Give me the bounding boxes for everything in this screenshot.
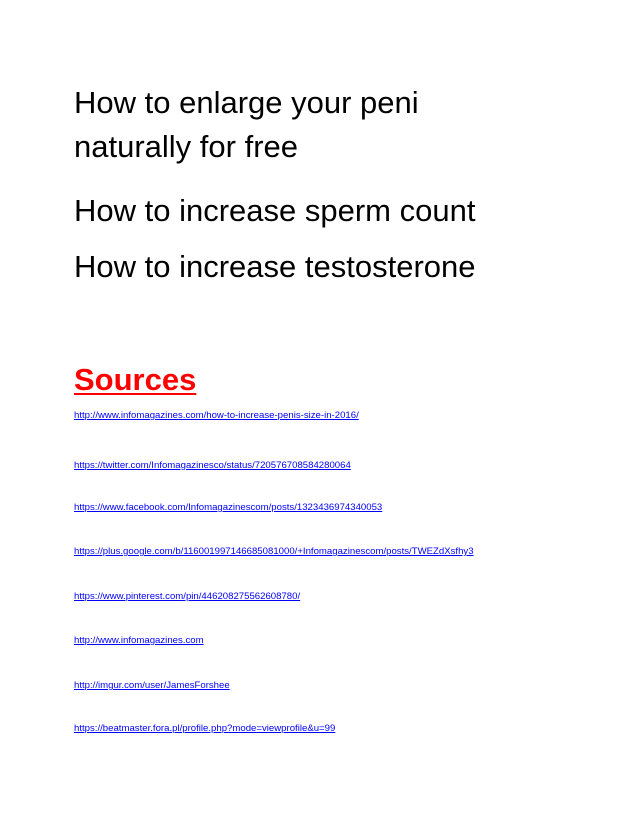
headline-sperm-count: How to increase sperm count: [74, 193, 476, 228]
sources-heading: Sources: [74, 362, 197, 397]
source-link-google-plus[interactable]: https://plus.google.com/b/116001997146685081000/+Infomagazinescom/posts/TWEZdXsfhy3: [74, 546, 474, 557]
source-link-infomagazines-article[interactable]: http://www.infomagazines.com/how-to-increase-penis-size-in-2016/: [74, 410, 359, 421]
source-link-pinterest[interactable]: https://www.pinterest.com/pin/446208275562608780/: [74, 591, 301, 602]
source-link-beatmaster[interactable]: https://beatmaster.fora.pl/profile.php?mode=viewprofile&u=99: [74, 723, 336, 734]
source-link-infomagazines-home[interactable]: http://www.infomagazines.com: [74, 635, 204, 646]
headline-enlarge-line-2: naturally for free: [74, 129, 298, 164]
headline-enlarge-line-1: How to enlarge your peni: [74, 85, 419, 120]
source-link-facebook[interactable]: https://www.facebook.com/Infomagazinescom/posts/1323436974340053: [74, 502, 383, 513]
source-link-imgur[interactable]: http://imgur.com/user/JamesForshee: [74, 680, 230, 691]
headline-testosterone: How to increase testosterone: [74, 249, 476, 284]
source-link-twitter[interactable]: https://twitter.com/Infomagazinesco/status/720576708584280064: [74, 460, 351, 471]
